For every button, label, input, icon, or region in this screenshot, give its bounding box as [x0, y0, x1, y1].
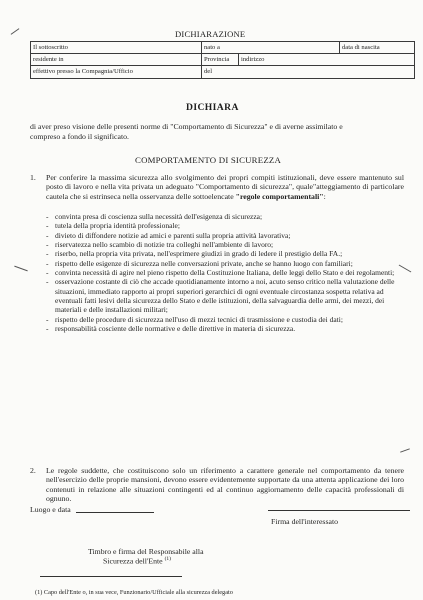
- timbro-label-line-2: Sicurezza dell'Ente $^{(1)}$: [103, 556, 172, 566]
- personal-data-form: [30, 41, 415, 79]
- list-item: - riservatezza nello scambio di notizie tra colleghi nell'ambiente di lavoro;: [46, 240, 274, 250]
- list-item: - riserbo, nella propria vita privata, nell'esprimere giudizi in grado di ledere il prestigio della FA.;: [46, 249, 343, 259]
- paragraph-1-end: :: [323, 191, 326, 201]
- scan-mark: [400, 448, 410, 452]
- paragraph-number: 2.: [30, 466, 36, 475]
- list-item: - convinta presa di coscienza sulla necessità dell'esigenza di sicurezza;: [46, 212, 263, 221]
- firma-interessato-label: Firma dell'interessato: [271, 517, 339, 526]
- rules-list: [46, 212, 408, 333]
- intro-line-2: compreso a fondo il significato.: [30, 132, 129, 141]
- timbro-label-line-1: Timbro e firma del Responsabile alla: [88, 547, 204, 556]
- compagnia-field[interactable]: effettivo presso la Compagnia/Ufficio: [31, 66, 202, 78]
- provincia-field[interactable]: Provincia: [202, 54, 239, 66]
- paragraph-1-bold: "regole comportamentali": [235, 191, 324, 201]
- dichiara-heading: DICHIARA: [186, 102, 239, 113]
- list-item: - rispetto delle procedure di sicurezza nell'uso di mezzi tecnici di trasmissione e custodia dei dati;: [46, 314, 343, 324]
- paragraph-1-text: Per conferire la massima sicurezza allo svolgimento dei propri compiti istituzionali, deve essere mantenuto sul posto di lavoro e nella vita privata un adeguato "Comportamento di sicurezza", quale"atteggiamento di particolare cautela che si estrinseca nella osservanza delle sottoelencate: [46, 173, 404, 201]
- paragraph-1: [46, 173, 404, 201]
- firma-interessato-line[interactable]: [268, 510, 410, 511]
- footnote-ref: (1): [164, 556, 172, 562]
- footnote: (1) Capo dell'Ente o, in sua vece, Funzionario/Ufficiale alla sicurezza delegato: [35, 589, 233, 596]
- sottoscritto-field[interactable]: Il sottoscritto: [31, 42, 202, 54]
- list-item: - responsabilità cosciente delle normative e delle direttive in materia di sicurezza.: [46, 324, 296, 334]
- paragraph-number: 1.: [30, 173, 36, 182]
- timbro-firma-line[interactable]: [40, 576, 182, 577]
- residente-field[interactable]: residente in: [31, 54, 202, 66]
- paragraph-2: Le regole suddette, che costituiscono solo un riferimento a carattere generale nel comportamento da tenere nell'esercizio delle proprie mansioni, devono essere evidentemente supportate da una attenta applicazione dei loro contenuti in relazione alle situazioni contingenti ed al continuo aggiornamento delle capacità professionali di ognuno.: [46, 466, 404, 503]
- document-title: DICHIARAZIONE: [175, 29, 246, 39]
- indirizzo-field[interactable]: indirizzo: [239, 54, 415, 66]
- list-item: - tutela della propria identità professionale;: [46, 221, 180, 231]
- list-item: - osservazione costante di ciò che accade quotidianamente intorno a noi, acuto senso critico nella valutazione delle situazioni, immediato rapporto ai propri superiori gerarchici di ogni eventuale circostanza sospetta relativa ad eventuali fatti lesivi della sicurezza dello Stato e delle istituzioni, della salvaguardia delle armi, dei mezzi, dei materiali e delle installazioni militari;: [46, 277, 395, 315]
- list-item: - divieto di diffondere notizie ad amici e parenti sulla propria attività lavorativa;: [46, 230, 291, 240]
- list-item: - convinta necessità di agire nel pieno rispetto della Costituzione Italiana, delle leggi dello Stato e dei regolamenti;: [46, 268, 395, 278]
- del-field[interactable]: del: [202, 66, 415, 78]
- scan-mark: [14, 266, 27, 272]
- luogo-data-line[interactable]: [76, 512, 154, 513]
- intro-line-1: di aver preso visione delle presenti norme di "Comportamento di Sicurezza" e di averne assimilato e: [30, 122, 343, 131]
- nato-a-field[interactable]: nato a: [202, 42, 340, 54]
- data-nascita-field[interactable]: data di nascita: [340, 42, 415, 54]
- scan-mark: [11, 28, 20, 35]
- luogo-data-label: Luogo e data: [30, 505, 71, 514]
- section-title: COMPORTAMENTO DI SICUREZZA: [135, 155, 282, 165]
- list-item: - rispetto delle esigenze di sicurezza nelle conversazioni private, anche se hanno luogo con familiari;: [46, 258, 353, 268]
